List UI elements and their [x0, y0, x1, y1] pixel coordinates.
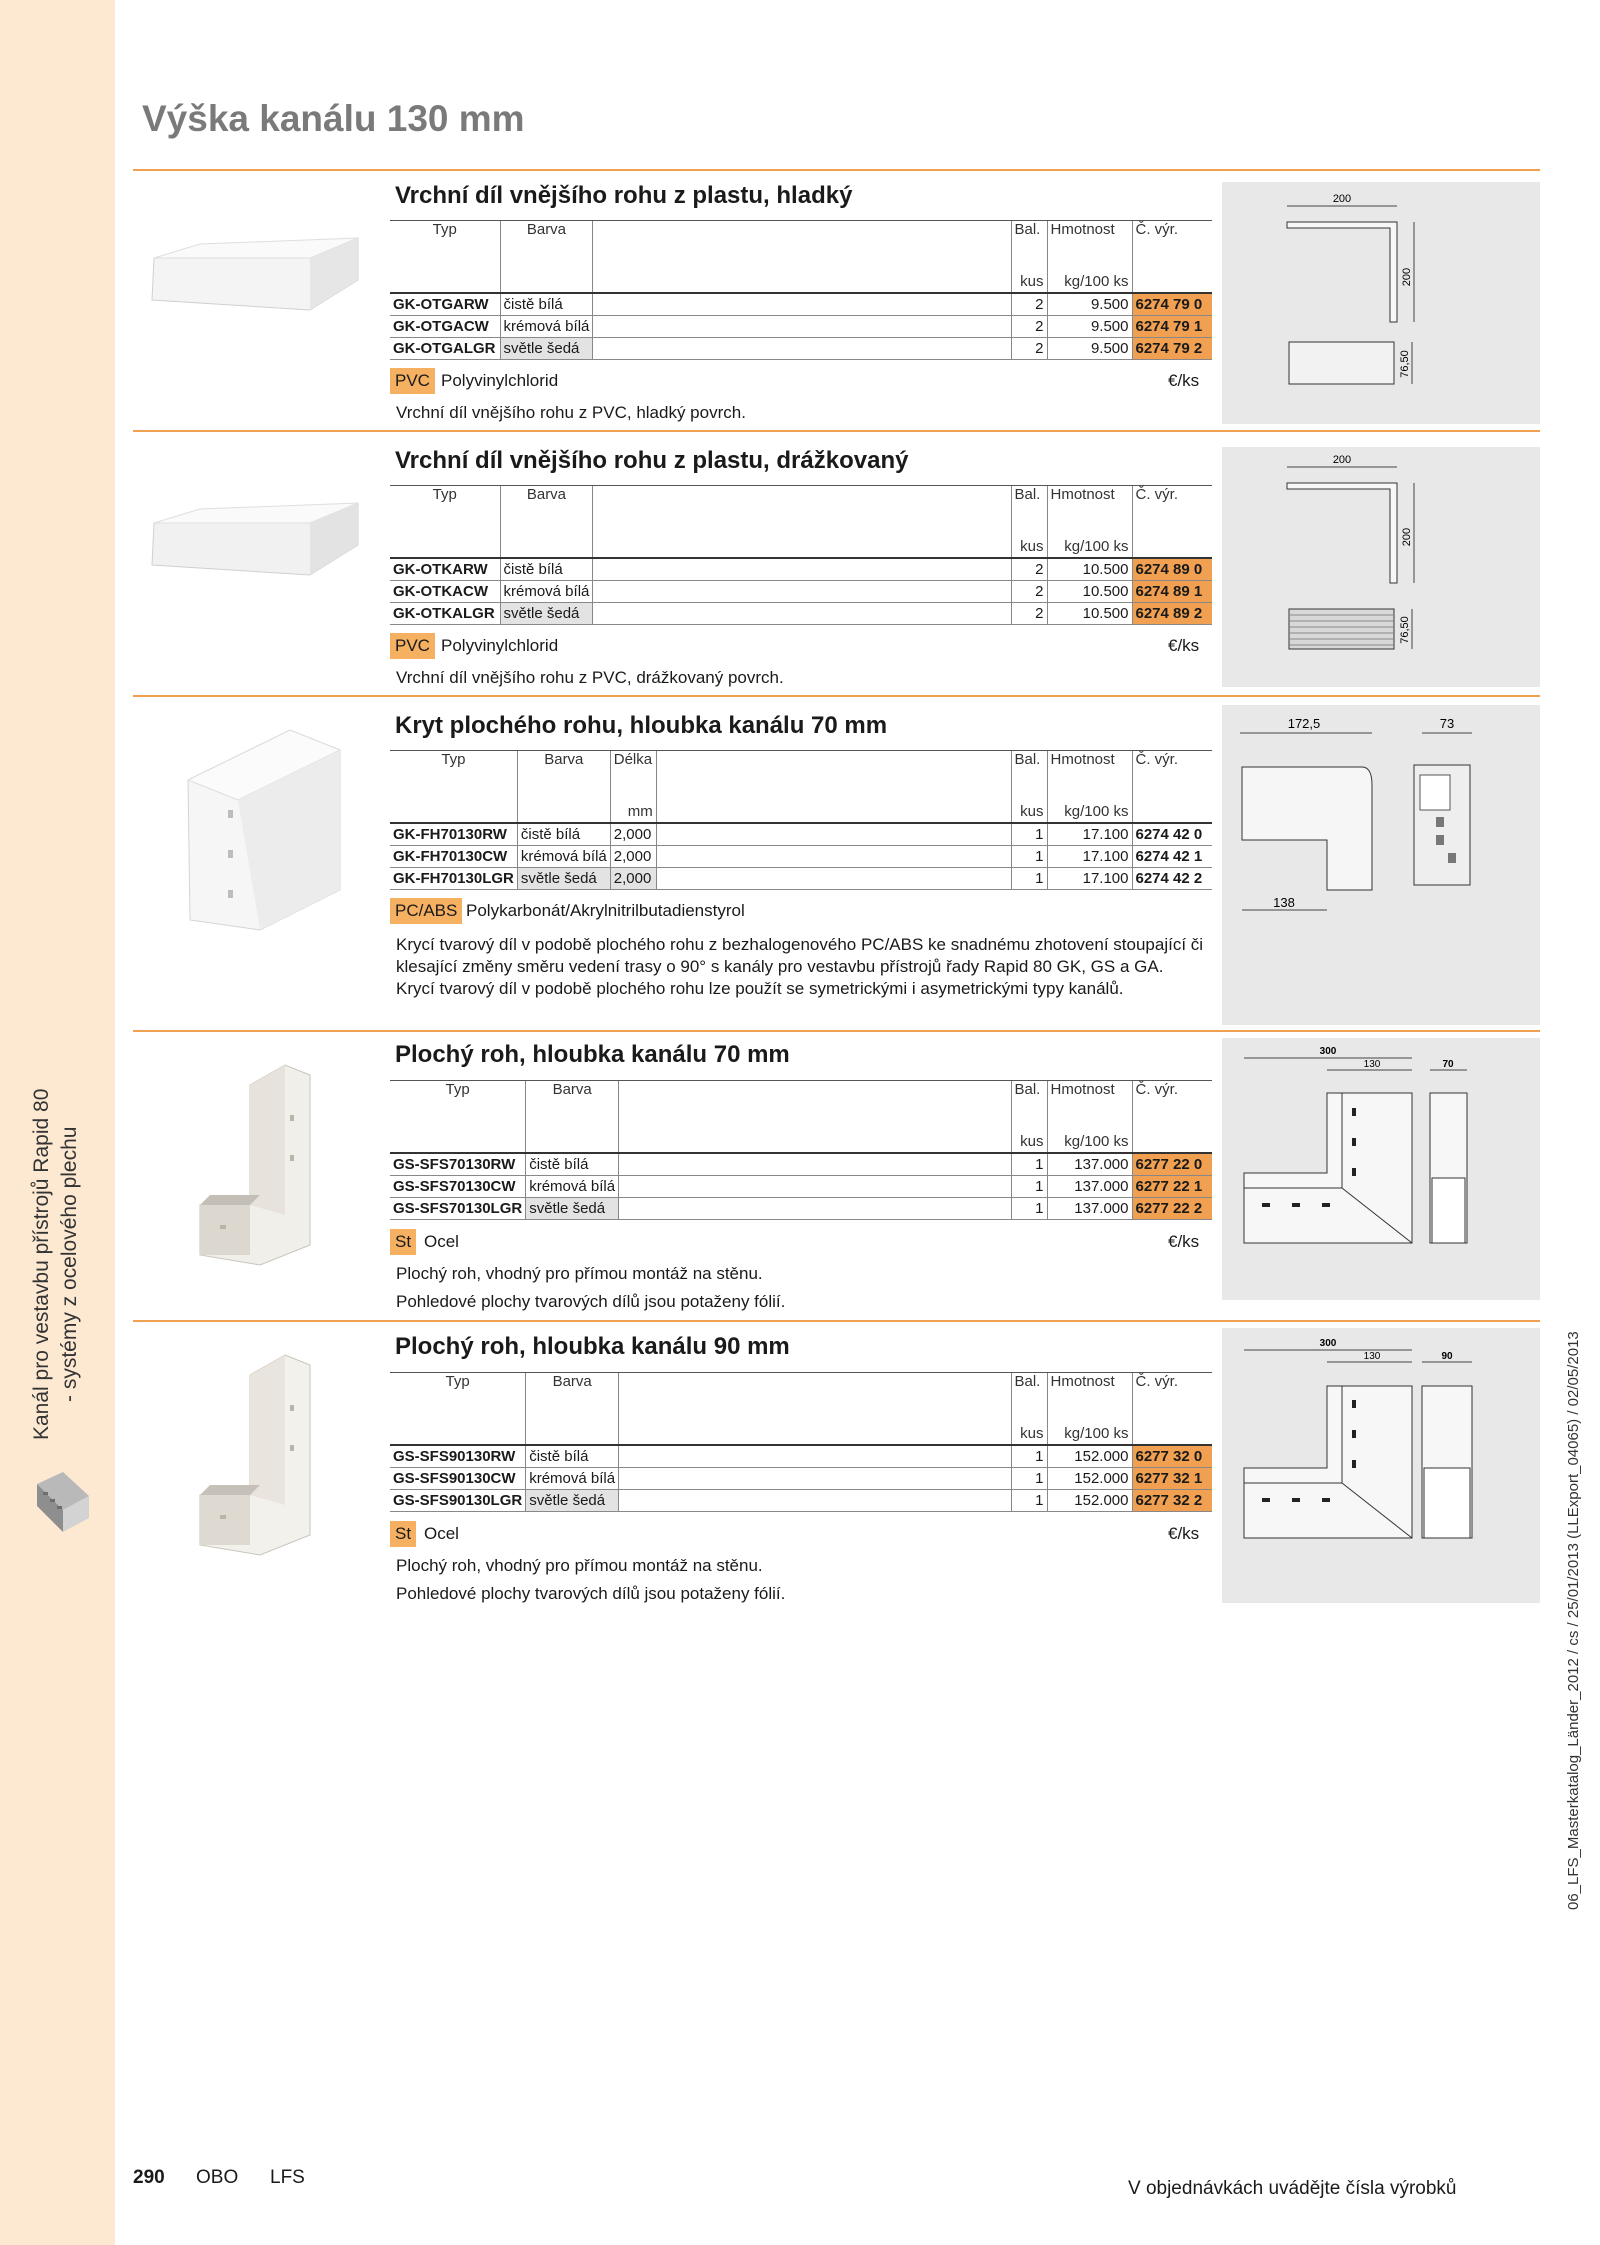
cell-bal: 1	[1011, 1153, 1047, 1176]
cell-typ: GS-SFS70130LGR	[390, 1197, 526, 1219]
material-tag: St	[390, 1521, 416, 1547]
svg-text:130: 130	[1363, 1059, 1381, 1070]
cell-typ: GK-OTGALGR	[390, 337, 500, 359]
product-photo	[140, 1055, 370, 1275]
cell-typ: GS-SFS90130RW	[390, 1445, 526, 1468]
product-photo	[140, 230, 370, 330]
cell-barva: krémová bílá	[526, 1467, 619, 1489]
cell-hmotnost: 152.000	[1047, 1445, 1132, 1468]
cell-cvyr: 6277 32 2	[1132, 1489, 1212, 1511]
cell-barva: světle šedá	[526, 1489, 619, 1511]
cell-delka: 2,000	[610, 845, 656, 867]
table-row	[390, 823, 1212, 846]
cell-bal: 1	[1011, 1445, 1047, 1468]
cell-barva: krémová bílá	[526, 1175, 619, 1197]
cell-hmotnost: 10.500	[1047, 558, 1132, 581]
sidebar-line-2: - systémy z ocelového plechu	[58, 1126, 81, 1402]
table-row	[390, 1445, 1212, 1468]
header-bal: Bal.	[1011, 751, 1047, 801]
header-hmotnost: Hmotnost	[1047, 1373, 1132, 1423]
material-name: Ocel	[424, 1524, 459, 1543]
svg-text:76,50: 76,50	[1399, 350, 1411, 378]
section-divider	[133, 1030, 1540, 1032]
product-title: Kryt plochého rohu, hloubka kanálu 70 mm	[395, 712, 888, 739]
cell-typ: GS-SFS90130LGR	[390, 1489, 526, 1511]
spec-table	[390, 1372, 1212, 1512]
spec-table	[390, 485, 1212, 625]
cell-barva: krémová bílá	[500, 315, 593, 337]
cell-barva: krémová bílá	[500, 580, 593, 602]
header-barva: Barva	[517, 751, 610, 801]
cell-bal: 1	[1011, 1467, 1047, 1489]
page-number: 290	[133, 2167, 165, 2188]
page-title: Výška kanálu 130 mm	[142, 98, 525, 139]
product-photo	[140, 720, 370, 940]
price-unit: €/ks	[1168, 1232, 1200, 1251]
cell-cvyr: 6274 79 0	[1132, 293, 1212, 316]
svg-text:200: 200	[1401, 527, 1413, 547]
unit-bal: kus	[1011, 1423, 1047, 1445]
table-row	[390, 1489, 1212, 1511]
cell-barva: světle šedá	[500, 602, 593, 624]
cell-hmotnost: 9.500	[1047, 293, 1132, 316]
product-description: Plochý roh, vhodný pro přímou montáž na stěnu.	[396, 1556, 763, 1575]
header-hmotnost: Hmotnost	[1047, 221, 1132, 271]
header-hmotnost: Hmotnost	[1047, 1081, 1132, 1131]
cell-typ: GK-OTKALGR	[390, 602, 500, 624]
unit-hmotnost: kg/100 ks	[1047, 536, 1132, 558]
price-unit: €/ks	[1168, 1524, 1200, 1543]
material-name: Ocel	[424, 1232, 459, 1251]
unit-bal: kus	[1011, 1131, 1047, 1153]
cell-bal: 1	[1011, 1489, 1047, 1511]
cell-bal: 1	[1011, 823, 1047, 846]
cell-typ: GS-SFS90130CW	[390, 1467, 526, 1489]
cell-cvyr: 6274 89 0	[1132, 558, 1212, 581]
cell-typ: GS-SFS70130CW	[390, 1175, 526, 1197]
material-tag: St	[390, 1229, 416, 1255]
unit-hmotnost: kg/100 ks	[1047, 1131, 1132, 1153]
cell-typ: GK-OTGARW	[390, 293, 500, 316]
cell-hmotnost: 9.500	[1047, 337, 1132, 359]
unit-bal: kus	[1011, 271, 1047, 293]
cell-barva: čistě bílá	[517, 823, 610, 846]
material-tag: PVC	[390, 633, 435, 659]
unit-bal: kus	[1011, 801, 1047, 823]
header-typ: Typ	[390, 1373, 526, 1423]
section-divider	[133, 695, 1540, 697]
material-name: Polykarbonát/Akrylnitrilbutadienstyrol	[466, 901, 745, 920]
table-row	[390, 867, 1212, 889]
table-row	[390, 1467, 1212, 1489]
material-tag: PVC	[390, 368, 435, 394]
cell-cvyr: 6277 32 0	[1132, 1445, 1212, 1468]
channel-icon	[33, 1470, 91, 1536]
header-typ: Typ	[390, 1081, 526, 1131]
header-typ: Typ	[390, 221, 500, 271]
cell-cvyr: 6274 79 2	[1132, 337, 1212, 359]
cell-barva: čistě bílá	[526, 1153, 619, 1176]
dimension-drawing	[1222, 1038, 1540, 1300]
section-divider	[133, 169, 1540, 171]
table-row	[390, 1175, 1212, 1197]
svg-text:200: 200	[1401, 267, 1413, 287]
header-delka: Délka	[610, 751, 656, 801]
cell-bal: 1	[1011, 867, 1047, 889]
footer-brand-lfs: LFS	[270, 2167, 305, 2188]
cell-cvyr: 6277 32 1	[1132, 1467, 1212, 1489]
header-cvyr: Č. výr.	[1132, 1373, 1212, 1423]
price-unit: €/ks	[1168, 636, 1200, 655]
cell-typ: GK-OTKARW	[390, 558, 500, 581]
svg-text:70: 70	[1442, 1059, 1454, 1070]
header-cvyr: Č. výr.	[1132, 751, 1212, 801]
dimension-drawing	[1222, 1328, 1540, 1603]
cell-hmotnost: 17.100	[1047, 823, 1132, 846]
material-tag: PC/ABS	[390, 898, 462, 924]
header-typ: Typ	[390, 486, 500, 536]
cell-hmotnost: 10.500	[1047, 602, 1132, 624]
unit-hmotnost: kg/100 ks	[1047, 801, 1132, 823]
sidebar-line-1: Kanál pro vestavbu přístrojů Rapid 80	[30, 1088, 53, 1440]
product-description: Plochý roh, vhodný pro přímou montáž na stěnu.	[396, 1264, 763, 1283]
header-barva: Barva	[500, 221, 593, 271]
cell-barva: krémová bílá	[517, 845, 610, 867]
cell-hmotnost: 152.000	[1047, 1467, 1132, 1489]
unit-bal: kus	[1011, 536, 1047, 558]
header-cvyr: Č. výr.	[1132, 486, 1212, 536]
cell-cvyr: 6274 42 1	[1132, 845, 1212, 867]
header-barva: Barva	[526, 1373, 619, 1423]
cell-bal: 1	[1011, 1175, 1047, 1197]
price-unit: €/ks	[1168, 371, 1200, 390]
header-cvyr: Č. výr.	[1132, 1081, 1212, 1131]
sidebar-title	[28, 840, 84, 1440]
svg-text:172,5: 172,5	[1287, 716, 1321, 731]
footer-brand-obo: OBO	[196, 2167, 239, 2188]
header-bal: Bal.	[1011, 486, 1047, 536]
cell-bal: 2	[1011, 558, 1047, 581]
table-row	[390, 845, 1212, 867]
cell-barva: světle šedá	[526, 1197, 619, 1219]
product-photo	[140, 495, 370, 595]
table-row	[390, 293, 1212, 316]
cell-cvyr: 6274 42 2	[1132, 867, 1212, 889]
spec-table	[390, 1080, 1212, 1220]
svg-text:90: 90	[1441, 1351, 1453, 1362]
cell-cvyr: 6274 89 1	[1132, 580, 1212, 602]
table-row	[390, 315, 1212, 337]
catalog-meta: 06_LFS_Masterkatalog_Länder_2012 / cs / 25/01/2013 (LLExport_04065) / 02/05/2013	[1565, 1331, 1582, 1910]
cell-barva: světle šedá	[500, 337, 593, 359]
dimension-drawing	[1222, 705, 1540, 1025]
cell-bal: 2	[1011, 580, 1047, 602]
cell-barva: čistě bílá	[526, 1445, 619, 1468]
cell-bal: 1	[1011, 845, 1047, 867]
svg-text:73: 73	[1439, 716, 1455, 731]
product-description: Vrchní díl vnějšího rohu z PVC, hladký povrch.	[396, 403, 746, 422]
cell-hmotnost: 17.100	[1047, 845, 1132, 867]
cell-cvyr: 6277 22 1	[1132, 1175, 1212, 1197]
spec-table	[390, 750, 1212, 890]
material-name: Polyvinylchlorid	[441, 636, 559, 655]
header-bal: Bal.	[1011, 1373, 1047, 1423]
cell-bal: 2	[1011, 602, 1047, 624]
cell-bal: 1	[1011, 1197, 1047, 1219]
product-title: Vrchní díl vnějšího rohu z plastu, drážkovaný	[395, 447, 909, 474]
svg-text:130: 130	[1363, 1351, 1381, 1362]
product-title: Plochý roh, hloubka kanálu 70 mm	[395, 1041, 790, 1068]
cell-cvyr: 6274 79 1	[1132, 315, 1212, 337]
table-row	[390, 602, 1212, 624]
header-barva: Barva	[526, 1081, 619, 1131]
svg-text:300: 300	[1319, 1046, 1337, 1057]
header-bal: Bal.	[1011, 1081, 1047, 1131]
unit-delka: mm	[610, 801, 656, 823]
product-description: Pohledové plochy tvarových dílů jsou potaženy fólií.	[396, 1292, 786, 1311]
cell-barva: čistě bílá	[500, 293, 593, 316]
cell-cvyr: 6277 22 2	[1132, 1197, 1212, 1219]
cell-hmotnost: 9.500	[1047, 315, 1132, 337]
unit-hmotnost: kg/100 ks	[1047, 1423, 1132, 1445]
table-row	[390, 1197, 1212, 1219]
header-cvyr: Č. výr.	[1132, 221, 1212, 271]
header-bal: Bal.	[1011, 221, 1047, 271]
cell-bal: 2	[1011, 315, 1047, 337]
header-barva: Barva	[500, 486, 593, 536]
cell-typ: GK-FH70130LGR	[390, 867, 517, 889]
cell-typ: GK-FH70130RW	[390, 823, 517, 846]
product-description: Pohledové plochy tvarových dílů jsou potaženy fólií.	[396, 1584, 786, 1603]
table-row	[390, 580, 1212, 602]
cell-delka: 2,000	[610, 867, 656, 889]
cell-delka: 2,000	[610, 823, 656, 846]
header-hmotnost: Hmotnost	[1047, 751, 1132, 801]
svg-text:138: 138	[1273, 895, 1295, 910]
product-title: Plochý roh, hloubka kanálu 90 mm	[395, 1333, 790, 1360]
cell-typ: GK-OTKACW	[390, 580, 500, 602]
cell-cvyr: 6274 42 0	[1132, 823, 1212, 846]
cell-typ: GK-OTGACW	[390, 315, 500, 337]
cell-hmotnost: 17.100	[1047, 867, 1132, 889]
product-description: Krycí tvarový díl v podobě plochého rohu z bezhalogenového PC/ABS ke snadnému zhotovení stoupající či klesající změny směru vedení trasy o 90° s kanály pro vestavbu přístrojů řady Rapid 80 GK, GS a GA. Krycí tvarový díl v podobě plochého rohu lze použít se symetrickými i asymetrickými typy kanálů.	[396, 935, 1204, 998]
spec-table	[390, 220, 1212, 360]
cell-barva: čistě bílá	[500, 558, 593, 581]
unit-hmotnost: kg/100 ks	[1047, 271, 1132, 293]
cell-typ: GS-SFS70130RW	[390, 1153, 526, 1176]
svg-text:300: 300	[1319, 1338, 1337, 1349]
cell-hmotnost: 10.500	[1047, 580, 1132, 602]
cell-cvyr: 6277 22 0	[1132, 1153, 1212, 1176]
cell-bal: 2	[1011, 293, 1047, 316]
svg-text:76,50: 76,50	[1399, 616, 1411, 644]
cell-hmotnost: 137.000	[1047, 1175, 1132, 1197]
cell-hmotnost: 152.000	[1047, 1489, 1132, 1511]
footer-note: V objednávkách uvádějte čísla výrobků	[1128, 2178, 1457, 2199]
table-row	[390, 558, 1212, 581]
section-divider	[133, 1320, 1540, 1322]
svg-text:200: 200	[1332, 193, 1352, 205]
dimension-drawing	[1222, 182, 1540, 424]
cell-bal: 2	[1011, 337, 1047, 359]
cell-hmotnost: 137.000	[1047, 1197, 1132, 1219]
svg-text:200: 200	[1332, 454, 1352, 466]
header-typ: Typ	[390, 751, 517, 801]
cell-typ: GK-FH70130CW	[390, 845, 517, 867]
cell-hmotnost: 137.000	[1047, 1153, 1132, 1176]
material-name: Polyvinylchlorid	[441, 371, 559, 390]
header-hmotnost: Hmotnost	[1047, 486, 1132, 536]
cell-cvyr: 6274 89 2	[1132, 602, 1212, 624]
product-description: Vrchní díl vnějšího rohu z PVC, drážkovaný povrch.	[396, 668, 784, 687]
product-title: Vrchní díl vnějšího rohu z plastu, hladký	[395, 182, 853, 209]
section-divider	[133, 430, 1540, 432]
cell-barva: světle šedá	[517, 867, 610, 889]
product-photo	[140, 1345, 370, 1565]
table-row	[390, 337, 1212, 359]
dimension-drawing	[1222, 447, 1540, 687]
table-row	[390, 1153, 1212, 1176]
